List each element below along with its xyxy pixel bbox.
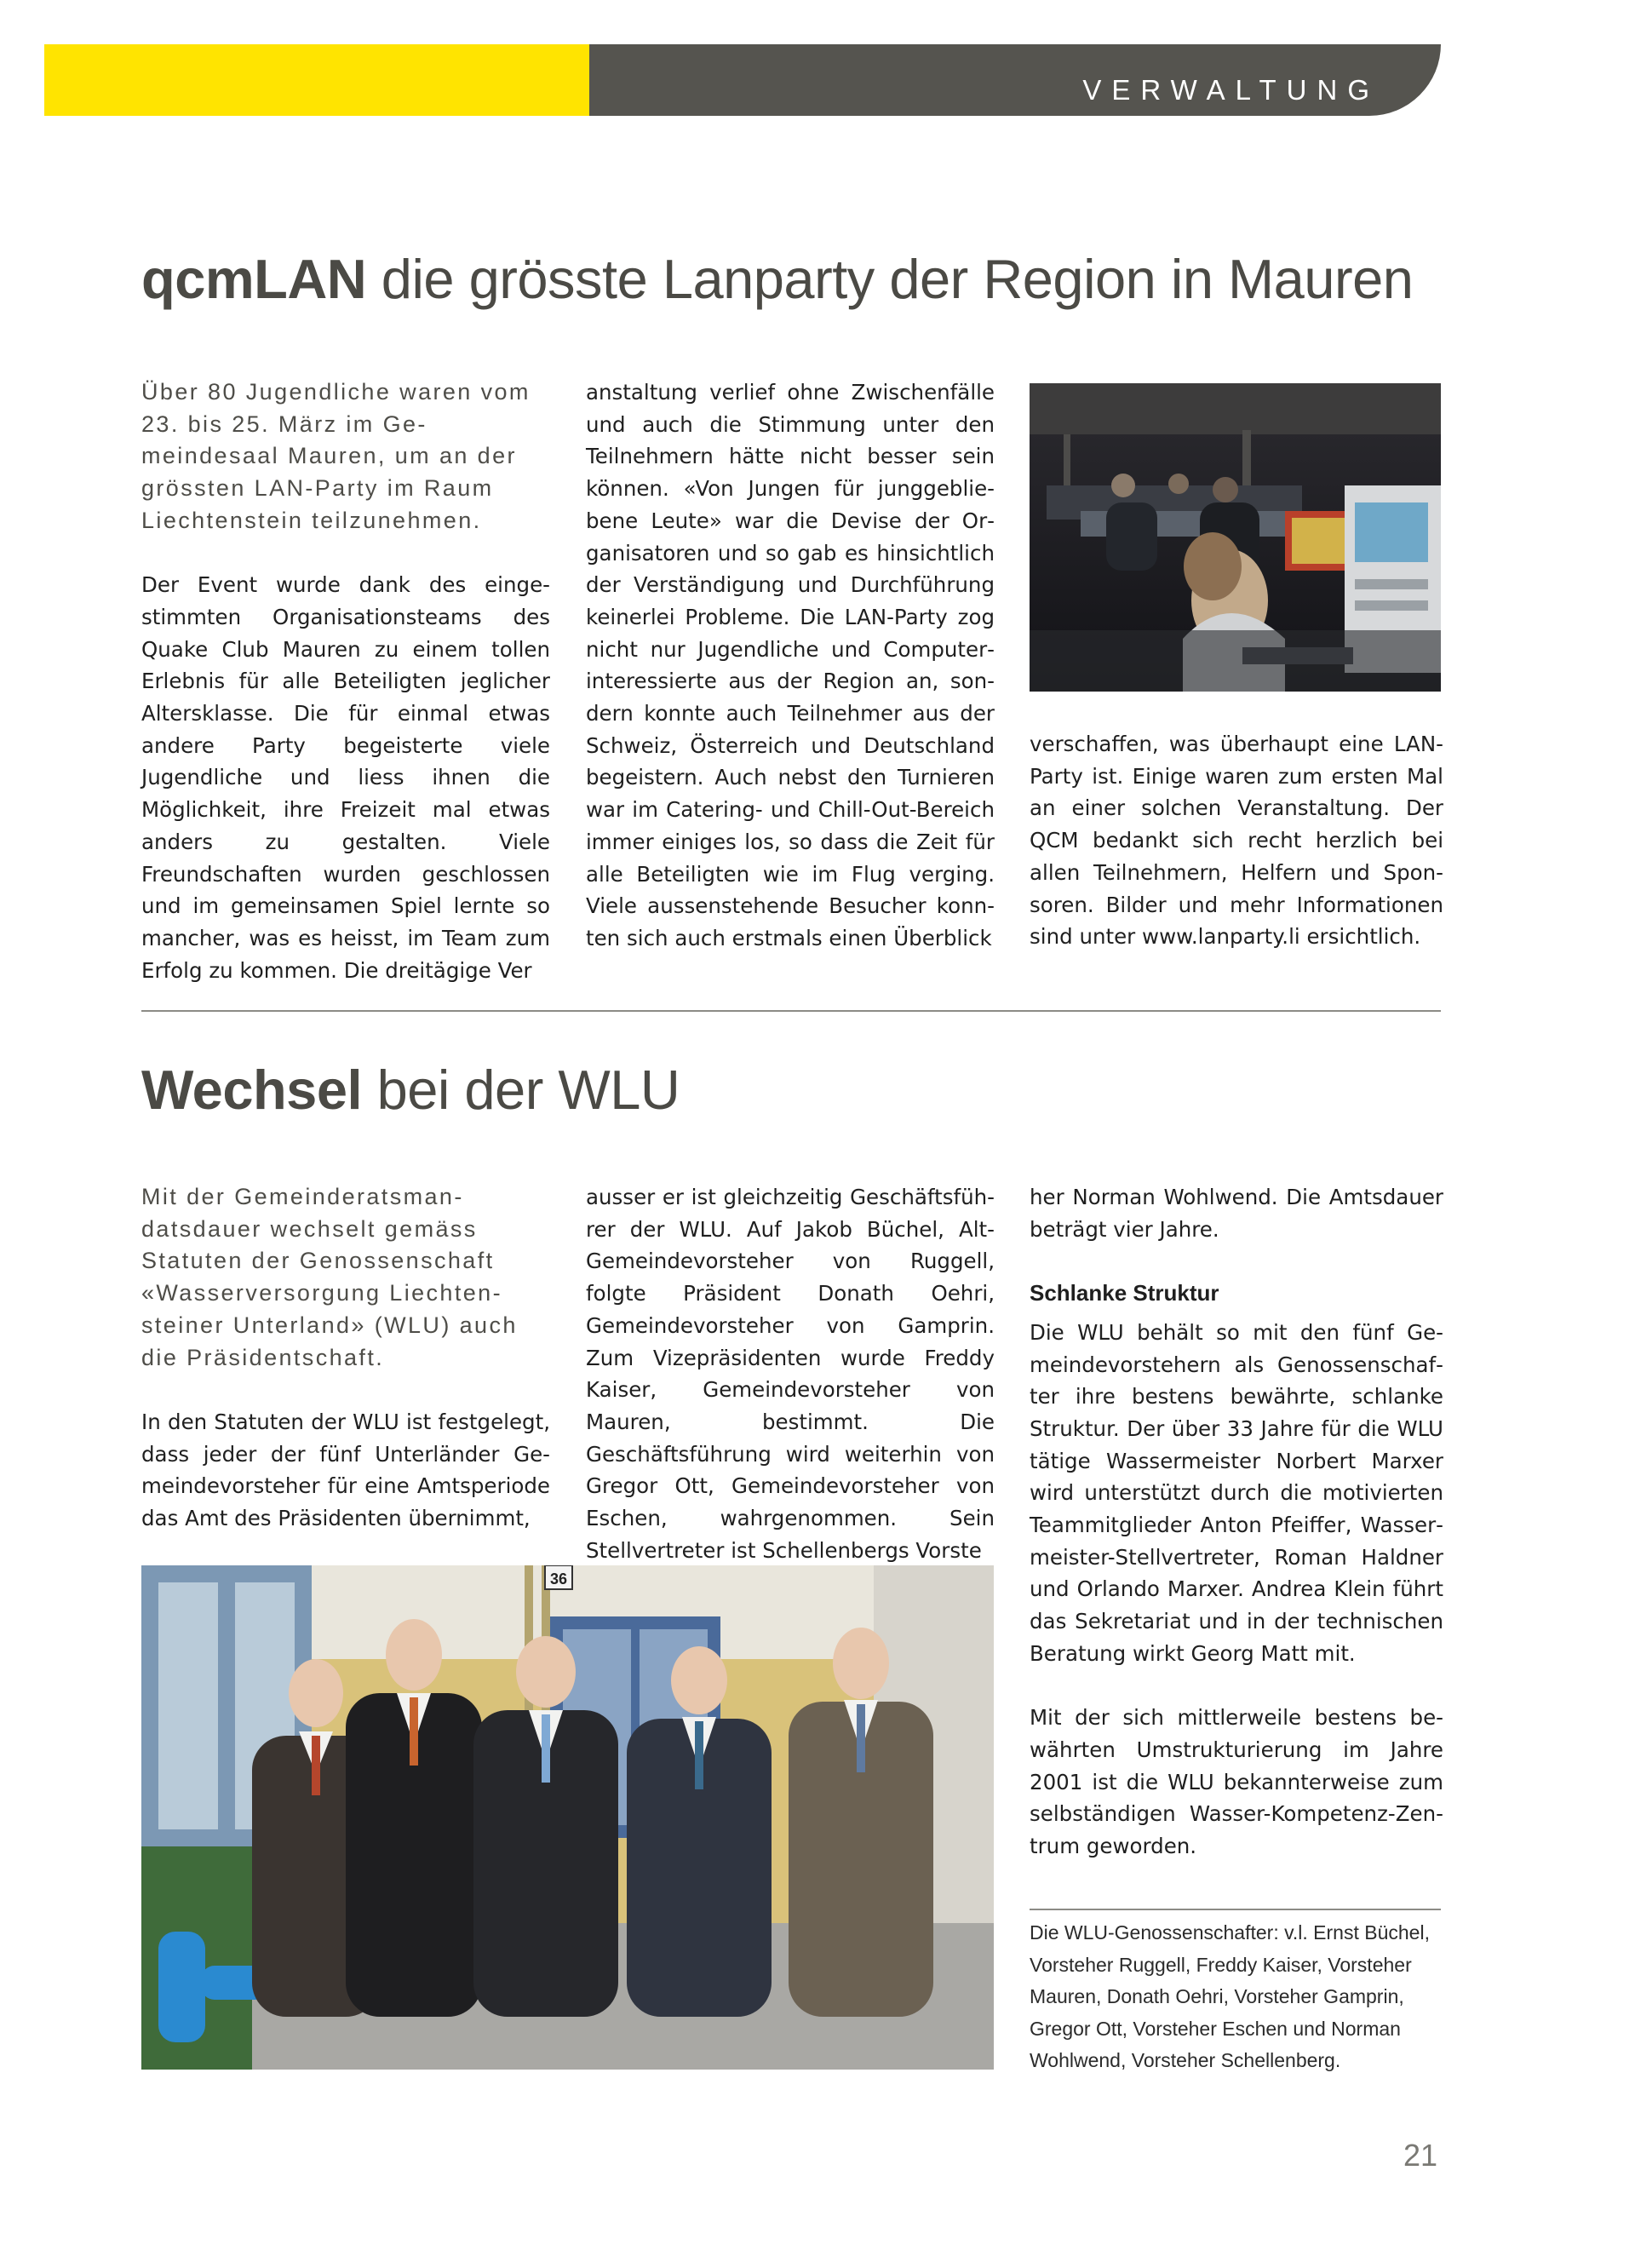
lan-party-photo bbox=[1030, 383, 1441, 692]
section-label: VERWALTUNG bbox=[1082, 74, 1380, 106]
article2-headline bbox=[141, 1058, 680, 1122]
article1-column-2 bbox=[586, 376, 995, 955]
article2-column-1 bbox=[141, 1181, 550, 1535]
article2-headline-rest: bei der WLU bbox=[362, 1059, 680, 1121]
article1-column-3 bbox=[1030, 728, 1443, 953]
article1-headline-bold: qcmLAN bbox=[141, 248, 367, 310]
article2-subheading: Schlanke Struktur bbox=[1030, 1280, 1219, 1306]
article2-column-2 bbox=[586, 1181, 995, 1566]
article1-lead: Über 80 Jugendliche waren vom 23. bis 25. März im Gemeindesaal Mauren, um an der grössten LAN-Party im Raum Liechtenstein teilzunehmen. bbox=[141, 379, 531, 533]
article1-column-1 bbox=[141, 376, 550, 986]
article-divider bbox=[141, 1010, 1441, 1012]
wlu-group-photo bbox=[141, 1565, 994, 2070]
header-yellow-block bbox=[44, 44, 589, 116]
article2-body-1: In den Statuten der WLU ist festgelegt, dass jeder der fünf Unterländer Gemeindevorsteher für eine Amtsperiode das Amt des Präsidenten übernimmt, bbox=[141, 1409, 550, 1531]
article1-body-2: anstaltung verlief ohne Zwischenfälle und auch die Stimmung unter den Teilnehmern hätte nicht besser sein können. «Von Jungen für junggebliebene Leute» war die Devise der Organisatoren und so gab es hinsichtlich der Verständigung und Durchführung keinerlei Probleme. Die LAN-Party zog nicht nur Jugendliche und Computerinteressierte aus der Region an, sondern konnte auch Teilnehmer aus der Schweiz, Österreich und Deutschland begeistern. Auch nebst den Turnieren war im Catering- und Chill-Out-Bereich immer einiges los, so dass die Zeit für alle Beteiligten wie im Flug verging. Viele aussenstehende Besucher konnten sich auch erstmals einen Überblick bbox=[586, 380, 995, 950]
photo-house-number: 36 bbox=[549, 1570, 568, 1588]
article1-body-3: verschaffen, was überhaupt eine LAN-Party ist. Einige waren zum ersten Mal an einer solchen Veranstaltung. Der QCM bedankt sich recht herzlich bei allen Teilnehmern, Helfern und Sponsoren. Bilder und mehr Informationen sind unter www.lanparty.li ersichtlich. bbox=[1030, 732, 1443, 950]
section-header-bar bbox=[44, 44, 1441, 116]
photo-caption: Die WLU-Genossenschafter: v.l. Ernst Büchel, Vorsteher Ruggell, Freddy Kaiser, Vorsteher Mauren, Donath Oehri, Vorsteher Gamprin, Gregor Ott, Vorsteher Eschen und Norman Wohlwend, Vorsteher Schellenberg. bbox=[1030, 1921, 1430, 2072]
page-number: 21 bbox=[1403, 2138, 1437, 2173]
article2-body-3c: Mit der sich mittlerweile bestens bewährten Umstrukturierung im Jahre 2001 ist die WLU bekannterweise zum selbständigen Wasser-Kompetenz-Zentrum geworden. bbox=[1030, 1705, 1443, 1859]
article2-headline-bold: Wechsel bbox=[141, 1059, 363, 1121]
article2-body-3b: Die WLU behält so mit den fünf Gemeindevorstehern als Genossenschafter ihre bestens bewährte, schlanke Struktur. Der über 33 Jahre für die WLU tätige Wassermeister Norbert Marxer wird unterstützt durch die motivierten Teammitglieder Anton Pfeiffer, Wassermeister-Stellvertreter, Roman Haldner und Orlando Marxer. Andrea Klein führt das Sekretariat und in der technischen Beratung wirkt Georg Matt mit. bbox=[1030, 1319, 1443, 1666]
article1-headline-rest: die grösste Lanparty der Region in Mauren bbox=[366, 248, 1414, 310]
article2-body-2: ausser er ist gleichzeitig Geschäftsführer der WLU. Auf Jakob Büchel, Alt-Gemeindevorsteher von Ruggell, folgte Präsident Donath Oehri, Gemeindevorsteher von Gamprin. Zum Vizepräsidenten wurde Freddy Kaiser, Gemeindevorsteher von Mauren, bestimmt. Die Geschäftsführung wird weiterhin von Gregor Ott, Gemeindevorsteher von Eschen, wahrgenommen. Sein Stellvertreter ist Schellenbergs Vorste bbox=[586, 1185, 995, 1563]
article2-lead: Mit der Gemeinderatsmandatsdauer wechselt gemäss Statuten der Genossenschaft «Wasserversorgung Liechtensteiner Unterland» (WLU) auch die Präsidentschaft. bbox=[141, 1184, 518, 1370]
article1-headline bbox=[141, 247, 1413, 311]
article1-body-1: Der Event wurde dank des eingestimmten Organisationsteams des Quake Club Mauren zu einem tollen Erlebnis für alle Beteiligten jeglicher Altersklasse. Die für einmal etwas andere Party begeisterte viele Jugendliche und liess ihnen die Möglichkeit, ihre Freizeit mal etwas anders zu gestalten. Viele Freundschaften wurden geschlossen und im gemeinsamen Spiel lernte so mancher, was es heisst, im Team zum Erfolg zu kommen. Die dreitägige Ver bbox=[141, 572, 550, 983]
header-dark-block bbox=[589, 44, 1441, 116]
article2-column-3 bbox=[1030, 1181, 1443, 1863]
caption-rule bbox=[1030, 1909, 1441, 1910]
article2-body-3a: her Norman Wohlwend. Die Amtsdauer beträgt vier Jahre. bbox=[1030, 1185, 1443, 1242]
